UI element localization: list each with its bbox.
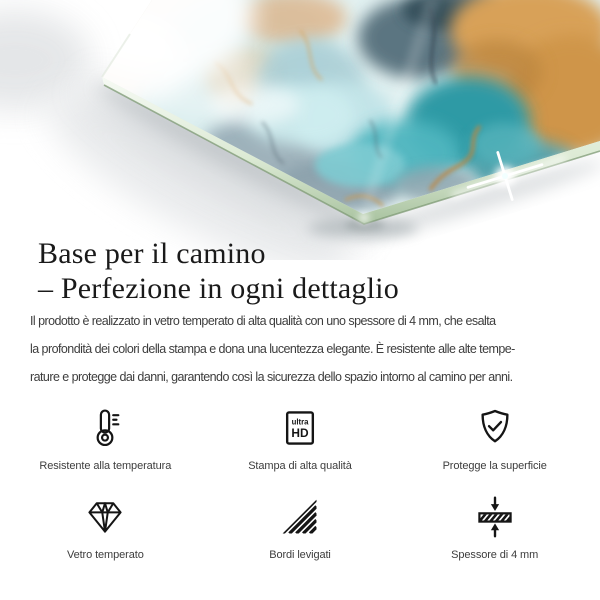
feature-label: Vetro temperato bbox=[66, 549, 144, 561]
polished-edges-icon bbox=[278, 495, 322, 539]
svg-text:ultra: ultra bbox=[291, 417, 309, 427]
feature-print-quality bbox=[203, 406, 398, 473]
feature-grid bbox=[8, 406, 592, 562]
product-description-block bbox=[0, 236, 600, 562]
product-photo bbox=[0, 0, 600, 260]
page-title bbox=[38, 236, 570, 306]
feature-label: Stampa di alta qualità bbox=[248, 460, 352, 472]
feature-protection bbox=[397, 406, 592, 473]
thickness-press-icon bbox=[473, 495, 517, 539]
feature-label: Resistente alla temperatura bbox=[39, 460, 172, 472]
feature-label: Bordi levigati bbox=[269, 549, 331, 561]
product-description bbox=[30, 307, 570, 391]
ultra-hd-icon bbox=[278, 406, 322, 450]
title-line-2: – Perfezione in ogni dettaglio bbox=[38, 272, 399, 305]
shield-check-icon bbox=[473, 406, 517, 450]
thermometer-icon bbox=[83, 406, 127, 450]
feature-polished-edges bbox=[203, 495, 398, 562]
feature-temperature bbox=[8, 406, 203, 473]
description-line: Il prodotto è realizzato in vetro temperato di alta qualità con uno spessore di 4 mm, che esalta bbox=[30, 314, 496, 328]
diamond-icon bbox=[83, 495, 127, 539]
title-line-1: Base per il camino bbox=[38, 237, 266, 270]
svg-text:HD: HD bbox=[291, 426, 309, 441]
feature-tempered-glass bbox=[8, 495, 203, 562]
feature-label: Spessore di 4 mm bbox=[451, 549, 539, 561]
feature-thickness bbox=[397, 495, 592, 562]
description-line: la profondità dei colori della stampa e dona una lucentezza elegante. È resistente alle alte tempe- bbox=[30, 342, 515, 356]
feature-label: Protegge la superficie bbox=[442, 460, 547, 472]
description-line: rature e protegge dai danni, garantendo così la sicurezza dello spazio intorno al camino per anni. bbox=[30, 370, 513, 384]
